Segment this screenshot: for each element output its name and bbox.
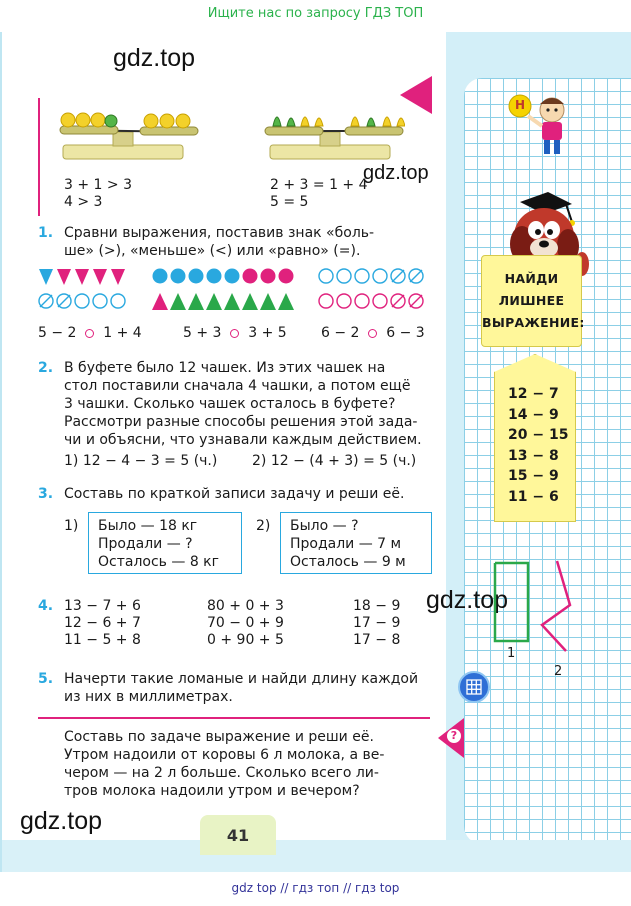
extra-task-line: Составь по задаче выражение и реши её. [64, 729, 374, 745]
compare-expr-1: 5 − 2 1 + 4 [38, 325, 142, 341]
task2-line: чи и объясни, что узнавали каждым действием. [64, 432, 422, 448]
expression-item: 11 − 6 [508, 488, 559, 505]
task2-solution-1: 1) 12 − 4 − 3 = 5 (ч.) [64, 453, 218, 469]
task2-line: стол поставили сначала 4 чашки, а потом ещё [64, 378, 411, 394]
expression-item: 15 − 9 [508, 468, 559, 484]
polyline-2 [542, 561, 570, 651]
expression-item: 13 − 8 [508, 447, 559, 464]
task3-number: 3. [38, 486, 54, 502]
expression-list [508, 384, 568, 507]
task5-line1: Начерти такие ломаные и найди длину каждой [64, 671, 419, 687]
task2-solution-2: 2) 12 − (4 + 3) = 5 (ч.) [252, 453, 417, 469]
task2-number: 2. [38, 360, 54, 376]
task4-expr: 0 + 90 + 5 [207, 632, 284, 648]
task4-expr: 11 − 5 + 8 [64, 632, 141, 648]
task1-line1: Сравни выражения, поставив знак «боль- [64, 225, 375, 241]
task5-line2: из них в миллиметрах. [64, 689, 233, 705]
badge-letter: Н [514, 98, 526, 112]
box1-label: 1) [64, 518, 79, 534]
scale-left-eq2: 4 > 3 [64, 194, 103, 210]
scale-base [63, 145, 183, 159]
card-line: НАЙДИ [504, 271, 559, 286]
compare-circle[interactable] [85, 329, 94, 338]
note-line: Было — ? [290, 518, 359, 534]
compare-circle[interactable] [230, 329, 239, 338]
expression-item: 14 − 9 [508, 406, 559, 423]
task5-number: 5. [38, 671, 54, 687]
watermark: gdz.top [113, 44, 196, 72]
question-icon: ? [447, 729, 461, 743]
note-line: Осталось — 8 кг [98, 554, 219, 570]
polyline-1 [495, 563, 528, 641]
polylines-illustration [490, 555, 590, 665]
task4-expr: 12 − 6 + 7 [64, 615, 141, 631]
task4-expr: 17 − 9 [353, 615, 401, 631]
extra-task-line: Утром надоили от коровы 6 л молока, а ве- [64, 747, 385, 763]
shapes-illustration [38, 266, 438, 316]
task4-expr: 70 − 0 + 9 [207, 615, 284, 631]
scale-right-eq2: 5 = 5 [270, 194, 309, 210]
watermark: gdz.top [426, 586, 509, 614]
compare-circle[interactable] [368, 329, 377, 338]
scale-left-eq1: 3 + 1 > 3 [64, 177, 132, 193]
task4-expr: 18 − 9 [353, 598, 401, 614]
compare-expr-2: 5 + 3 3 + 5 [183, 325, 287, 341]
top-banner[interactable]: Ищите нас по запросу ГДЗ ТОП [207, 6, 424, 21]
note-line: Продали — 7 м [290, 536, 402, 552]
scales-illustration [55, 100, 405, 162]
expression-item: 20 − 15 [508, 427, 569, 443]
grid-icon [460, 673, 488, 701]
section-divider [38, 717, 430, 719]
task1-line2: ше» (>), «меньше» (<) или «равно» (=). [64, 243, 361, 259]
find-extra-card [481, 255, 585, 347]
polyline-label-1: 1 [507, 646, 516, 661]
short-note-box-2 [280, 512, 432, 574]
task4-expr: 80 + 0 + 3 [207, 598, 284, 614]
scale-right-eq1: 2 + 3 = 1 + 4 [270, 177, 368, 193]
margin-rule [38, 98, 40, 216]
task1-number: 1. [38, 225, 54, 241]
note-line: Продали — ? [98, 536, 193, 552]
expression-item: 12 − 7 [508, 386, 559, 402]
task4-expr: 13 − 7 + 6 [64, 598, 141, 614]
compare-expr-3: 6 − 2 6 − 3 [321, 325, 425, 341]
extra-task-line: чером — на 2 л больше. Сколько всего ли- [64, 765, 379, 781]
task3-text: Составь по краткой записи задачу и реши её. [64, 486, 405, 502]
polyline-label-2: 2 [554, 664, 563, 679]
watermark: gdz.top [20, 807, 103, 835]
task4-expr: 17 − 8 [353, 632, 401, 648]
watermark: gdz.top [363, 162, 429, 184]
triangle-shape [39, 269, 53, 285]
task2-line: 3 чашки. Сколько чашек осталось в буфете? [64, 396, 396, 412]
extra-task-line: тров молока надоили утром и вечером? [64, 783, 360, 799]
card-line: ЛИШНЕЕ [498, 293, 565, 308]
bottom-banner[interactable]: gdz top // гдз топ // гдз top [231, 881, 400, 895]
task2-line: Рассмотри разные способы решения этой зада- [64, 414, 418, 430]
page-number: 41 [200, 815, 276, 855]
note-line: Было — 18 кг [98, 518, 198, 534]
short-note-box-1 [88, 512, 242, 574]
task4-number: 4. [38, 598, 54, 614]
card-line: ВЫРАЖЕНИЕ: [482, 315, 585, 330]
note-line: Осталось — 9 м [290, 554, 406, 570]
grid-button[interactable] [458, 671, 490, 703]
box2-label: 2) [256, 518, 271, 534]
task2-line: В буфете было 12 чашек. Из этих чашек на [64, 360, 386, 376]
